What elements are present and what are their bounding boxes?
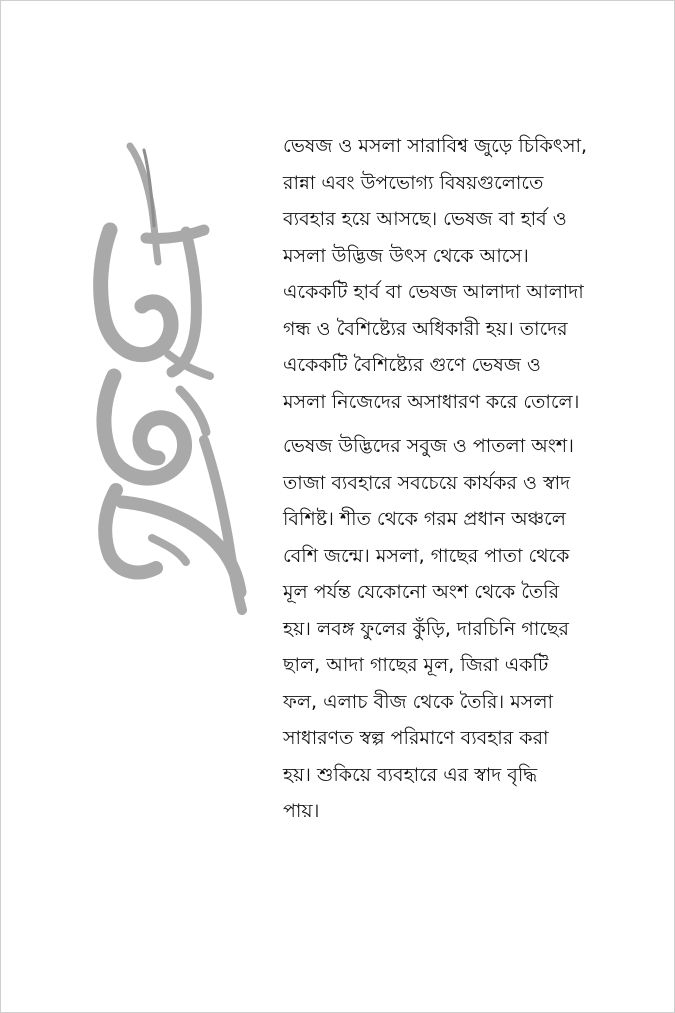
text-line: ফল, এলাচ বীজ থেকে তৈরি। মসলা <box>283 690 553 713</box>
paragraph-2 <box>283 428 623 830</box>
text-line: বেশি জন্মে। মসলা, গাছের পাতা থেকে <box>283 544 570 567</box>
brush-stroke <box>101 230 171 355</box>
text-line: গন্ধ ও বৈশিষ্ট্যের অধিকারী হয়। তাদের <box>283 317 568 340</box>
text-line: পায়। <box>283 800 320 822</box>
text-line: ভেষজ উদ্ভিদের সবুজ ও পাতলা অংশ। <box>283 435 574 457</box>
text-line: মূল পর্যন্ত যেকোনো অংশ থেকে তৈরি <box>283 581 560 603</box>
brush-stroke <box>130 146 158 262</box>
text-line: ভেষজ ও মসলা সারাবিশ্ব জুড়ে চিকিৎসা, <box>283 135 588 157</box>
text-line: ছাল, আদা গাছের মূল, জিরা একটি <box>283 654 549 676</box>
text-line: ব্যবহার হয়ে আসছে। ভেষজ বা হার্ব ও <box>283 208 567 230</box>
text-line: হয়। শুকিয়ে ব্যবহারে এর স্বাদ বৃদ্ধি <box>283 763 538 786</box>
text-line: একেকটি বৈশিষ্ট্যের গুণে ভেষজ ও <box>283 354 541 376</box>
text-line: হয়। লবঙ্গ ফুলের কুঁড়ি, দারচিনি গাছের <box>283 617 569 640</box>
text-line: সাধারণত স্বল্প পরিমাণে ব্যবহার করা <box>283 727 549 749</box>
text-line: রান্না এবং উপভোগ্য বিষয়গুলোতে <box>283 171 544 194</box>
brush-stroke <box>152 538 186 562</box>
brush-stroke <box>204 440 242 610</box>
text-line: মসলা নিজেদের অসাধারণ করে তোলে। <box>283 390 580 413</box>
paragraph-1 <box>283 128 623 420</box>
body-text <box>283 128 623 830</box>
text-line: মসলা উদ্ভিজ উৎস থেকে আসে। <box>283 244 529 267</box>
text-line: বিশিষ্ট। শীত থেকে গরম প্রধান অঞ্চলে <box>283 508 566 530</box>
calligraphy-title <box>82 140 257 620</box>
text-line: তাজা ব্যবহারে সবচেয়ে কার্যকর ও স্বাদ <box>283 471 571 494</box>
brush-stroke <box>104 376 185 478</box>
brush-stroke <box>172 232 196 372</box>
text-line: একেকটি হার্ব বা ভেষজ আলাদা আলাদা <box>283 281 584 303</box>
